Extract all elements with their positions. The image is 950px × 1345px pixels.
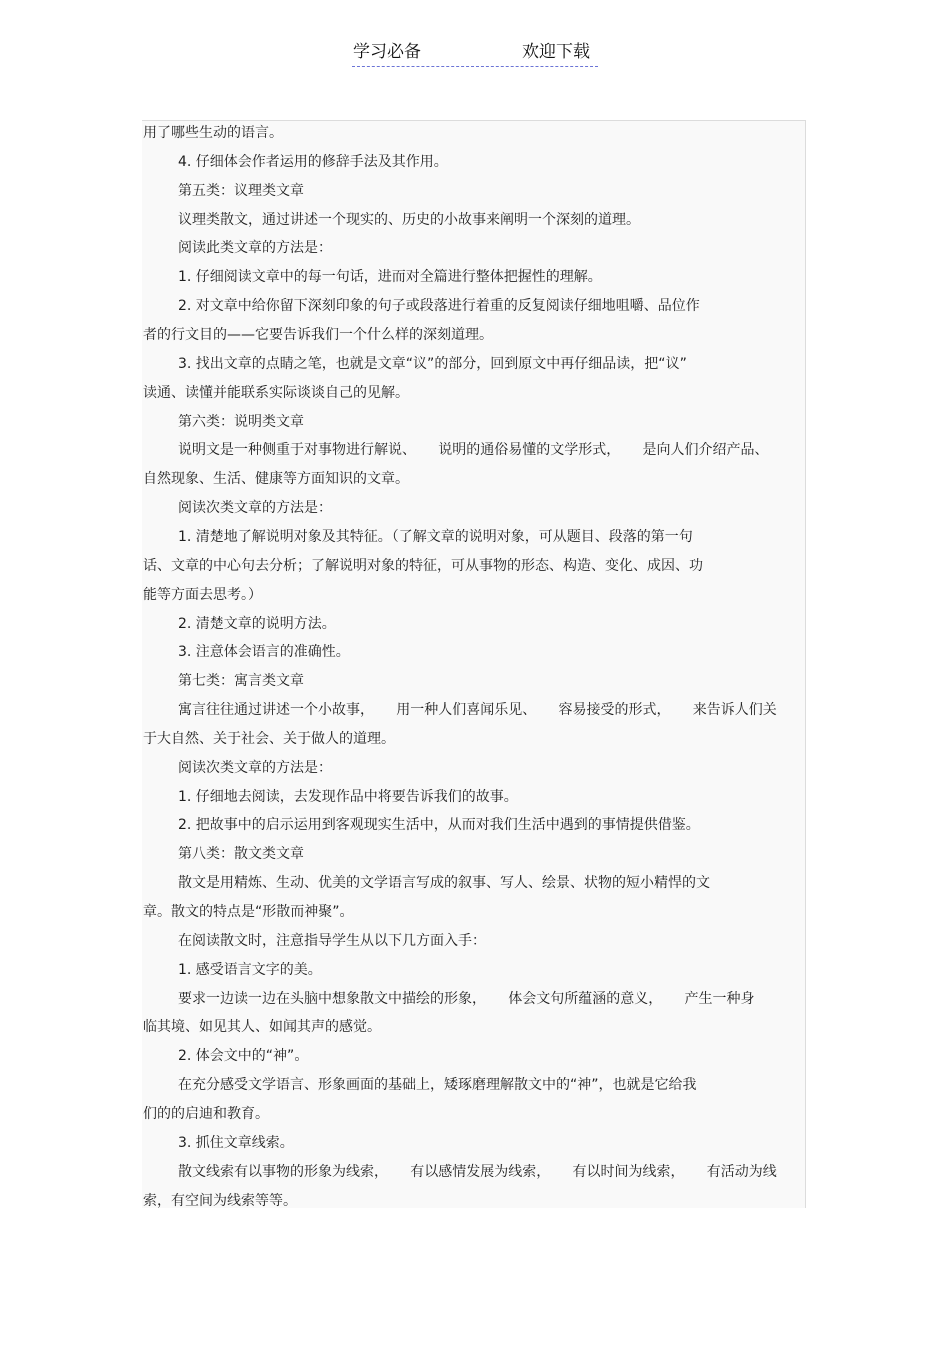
text-line: 2. 清楚文章的说明方法。 bbox=[178, 615, 336, 632]
text-line: 说明文是一种侧重于对事物进行解说、 说明的通俗易懂的文学形式， 是向人们介绍产品、 bbox=[178, 442, 769, 459]
text-line: 者的行文目的——它要告诉我们一个什么样的深刻道理。 bbox=[143, 327, 493, 343]
text-line: 1. 仔细阅读文章中的每一句话，进而对全篇进行整体把握性的理解。 bbox=[178, 269, 602, 286]
text-line: 3. 注意体会语言的准确性。 bbox=[178, 644, 350, 661]
header-left-text: 学习必备 bbox=[353, 42, 421, 62]
text-line: 要求一边读一边在头脑中想象散文中描绘的形象， 体会文句所蕴涵的意义， 产生一种身 bbox=[178, 990, 755, 1007]
text-line: 读通、读懂并能联系实际谈谈自己的见解。 bbox=[143, 384, 409, 401]
text-line: 章。散文的特点是“形散而神聚”。 bbox=[143, 904, 354, 920]
text-line: 寓言往往通过讲述一个小故事， 用一种人们喜闻乐见、 容易接受的形式， 来告诉人们关 bbox=[178, 702, 777, 718]
text-line: 2. 把故事中的启示运用到客观现实生活中，从而对我们生活中遇到的事情提供借鉴。 bbox=[178, 817, 700, 834]
text-line: 散文是用精炼、生动、优美的文学语言写成的叙事、写人、绘景、状物的短小精悍的文 bbox=[178, 875, 710, 892]
text-line: 自然现象、生活、健康等方面知识的文章。 bbox=[143, 471, 409, 488]
text-line: 于大自然、关于社会、关于做人的道理。 bbox=[143, 730, 395, 747]
text-line: 4. 仔细体会作者运用的修辞手法及其作用。 bbox=[178, 153, 448, 170]
text-line: 们的的启迪和教育。 bbox=[143, 1105, 269, 1122]
text-line: 在充分感受文学语言、形象画面的基础上，矮琢磨理解散文中的“神”，也就是它给我 bbox=[178, 1077, 697, 1094]
text-line: 1. 感受语言文字的美。 bbox=[178, 961, 322, 978]
text-line: 用了哪些生动的语言。 bbox=[143, 125, 283, 141]
header-right-text: 欢迎下载 bbox=[522, 42, 590, 62]
text-line: 在阅读散文时，注意指导学生从以下几方面入手： bbox=[178, 932, 486, 949]
text-line: 3. 找出文章的点睛之笔，也就是文章“议”的部分，回到原文中再仔细品读，把“议” bbox=[178, 355, 687, 372]
text-line: 话、文章的中心句去分析；了解说明对象的特征，可从事物的形态、构造、变化、成因、功 bbox=[143, 557, 703, 574]
text-line: 2. 体会文中的“神”。 bbox=[178, 1048, 309, 1065]
text-line: 阅读次类文章的方法是： bbox=[178, 759, 332, 776]
text-line: 阅读此类文章的方法是： bbox=[178, 240, 332, 257]
text-line: 3. 抓住文章线索。 bbox=[178, 1134, 294, 1151]
text-line: 1. 仔细地去阅读，去发现作品中将要告诉我们的故事。 bbox=[178, 788, 518, 805]
section-heading: 第五类：议理类文章 bbox=[178, 182, 304, 199]
section-heading: 第七类：寓言类文章 bbox=[178, 673, 304, 690]
text-line: 散文线索有以事物的形象为线索， 有以感情发展为线索， 有以时间为线索， 有活动为线 bbox=[178, 1163, 777, 1180]
text-line: 索，有空间为线索等等。 bbox=[143, 1192, 297, 1209]
text-line: 1. 清楚地了解说明对象及其特征。（了解文章的说明对象，可从题目、段落的第一句 bbox=[178, 528, 693, 545]
text-line: 阅读次类文章的方法是： bbox=[178, 500, 332, 517]
section-heading: 第八类：散文类文章 bbox=[178, 846, 304, 863]
text-line: 能等方面去思考。） bbox=[143, 586, 262, 603]
text-line: 临其境、如见其人、如闻其声的感觉。 bbox=[143, 1019, 381, 1036]
text-line: 2. 对文章中给你留下深刻印象的句子或段落进行着重的反复阅读仔细地咀嚼、品位作 bbox=[178, 298, 700, 315]
text-line: 议理类散文，通过讲述一个现实的、历史的小故事来阐明一个深刻的道理。 bbox=[178, 211, 640, 228]
page-header bbox=[352, 40, 598, 67]
section-heading: 第六类：说明类文章 bbox=[178, 413, 304, 430]
